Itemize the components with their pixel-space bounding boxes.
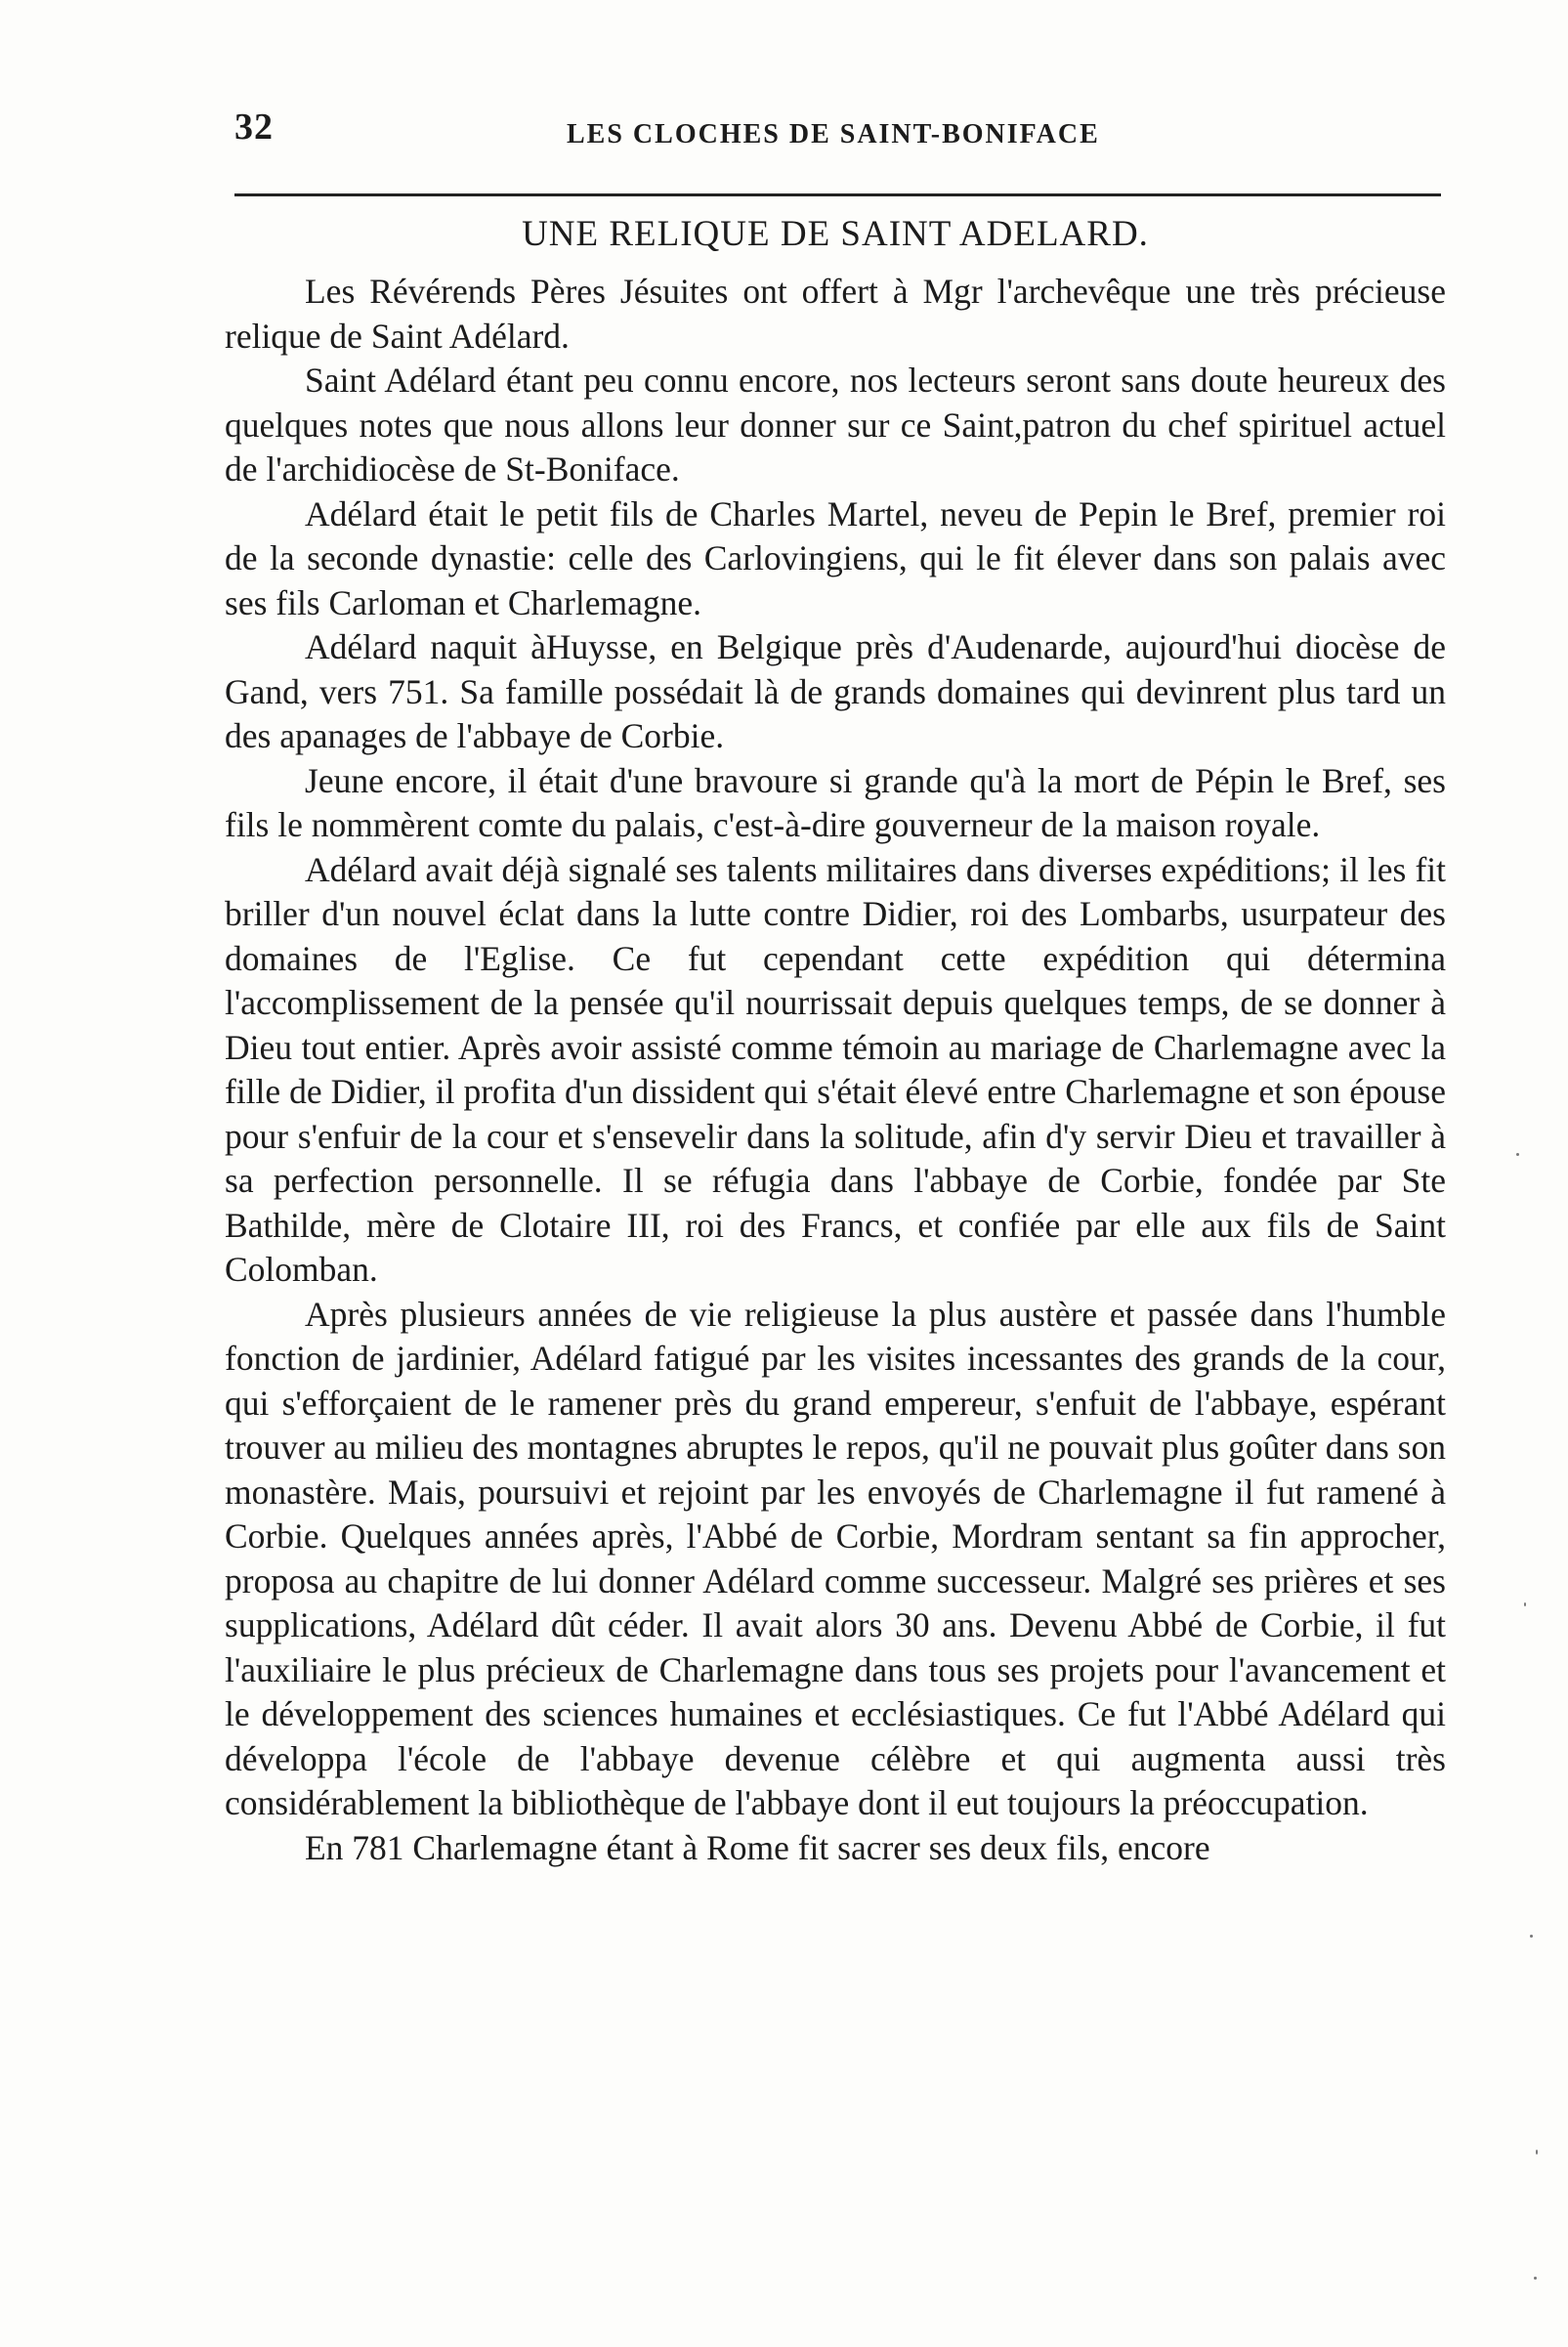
paragraph: Après plusieurs années de vie religieuse la plus austère et passée dans l'humble fonction de jardinier, Adélard fatigué par les visites incessantes des grands de la cour, qui s'efforçaient de le ramener près du grand empereur, s'enfuit de l'abbaye, espérant trouver au milieu des montagnes abruptes le repos, qu'il ne pouvait plus goûter dans son monastère. Mais, poursuivi et rejoint par les envoyés de Charlemagne il fut ramené à Corbie. Quelques années après, l'Abbé de Corbie, Mordram sentant sa fin approcher, proposa au chapitre de lui donner Adélard comme successeur. Malgré ses prières et ses supplications, Adélard dût céder. Il avait alors 30 ans. Devenu Abbé de Corbie, il fut l'auxiliaire le plus précieux de Charlemagne dans tous ses projets pour l'avancement et le développement des sciences humaines et ecclésiastiques. Ce fut l'Abbé Adélard qui développa l'école de l'abbaye devenue célèbre et qui augmenta aussi très considérablement la bibliothèque de l'abbaye dont il eut toujours la préoccupation.: [225, 1294, 1446, 1822]
article-title: UNE RELIQUE DE SAINT ADELARD.: [522, 214, 1149, 254]
scan-speck: [1534, 2277, 1537, 2280]
header-rule: [234, 193, 1441, 196]
scan-speck: [1516, 1153, 1519, 1156]
paragraph: Adélard avait déjà signalé ses talents militaires dans diverses expéditions; il les fit briller d'un nouvel éclat dans la lutte contre Didier, roi des Lombarbs, usurpateur des domaines de l'Eglise. Ce fut cependant cette expédition qui détermina l'accomplissement de la pensée qu'il nourrissait depuis quelques temps, de se donner à Dieu tout entier. Après avoir assisté comme témoin au mariage de Charlemagne avec la fille de Didier, il profita d'un dissident qui s'était élevé entre Charlemagne et son épouse pour s'enfuir de la cour et s'ensevelir dans la solitude, afin d'y servir Dieu et travailler à sa perfection personnelle. Il se réfugia dans l'abbaye de Corbie, fondée par Ste Bathilde, mère de Clotaire III, roi des Francs, et confiée par elle aux fils de Saint Colomban.: [225, 849, 1446, 1289]
scan-speck: [1524, 1602, 1526, 1606]
paragraph: Adélard était le petit fils de Charles Martel, neveu de Pepin le Bref, premier roi de la seconde dynastie: celle des Carlovingiens, qui le fit élever dans son palais avec ses fils Carloman et Charlemagne.: [225, 493, 1446, 622]
paragraph: En 781 Charlemagne étant à Rome fit sacrer ses deux fils, encore: [305, 1827, 1210, 1867]
paragraph: Les Révérends Pères Jésuites ont offert à Mgr l'archevêque une très précieuse relique de Saint Adélard.: [225, 272, 1446, 356]
scan-speck: [1530, 1935, 1533, 1938]
page-number: 32: [234, 107, 274, 148]
paragraph: Adélard naquit àHuysse, en Belgique près d'Audenarde, aujourd'hui diocèse de Gand, vers 751. Sa famille possédait là de grands domaines qui devinrent plus tard un des apanages de l'abbaye de Corbie.: [225, 627, 1446, 755]
article: [225, 207, 1446, 1870]
page-header: [225, 106, 1446, 164]
scan-speck: [1536, 2150, 1538, 2155]
running-title: LES CLOCHES DE SAINT-BONIFACE: [567, 119, 1100, 149]
paragraph: Jeune encore, il était d'une bravoure si grande qu'à la mort de Pépin le Bref, ses fils le nommèrent comte du palais, c'est-à-dire gouverneur de la maison royale.: [225, 760, 1446, 844]
paragraph: Saint Adélard étant peu connu encore, nos lecteurs seront sans doute heureux des quelques notes que nous allons leur donner sur ce Saint,patron du chef spirituel actuel de l'archidiocèse de St-Boniface.: [225, 361, 1446, 489]
